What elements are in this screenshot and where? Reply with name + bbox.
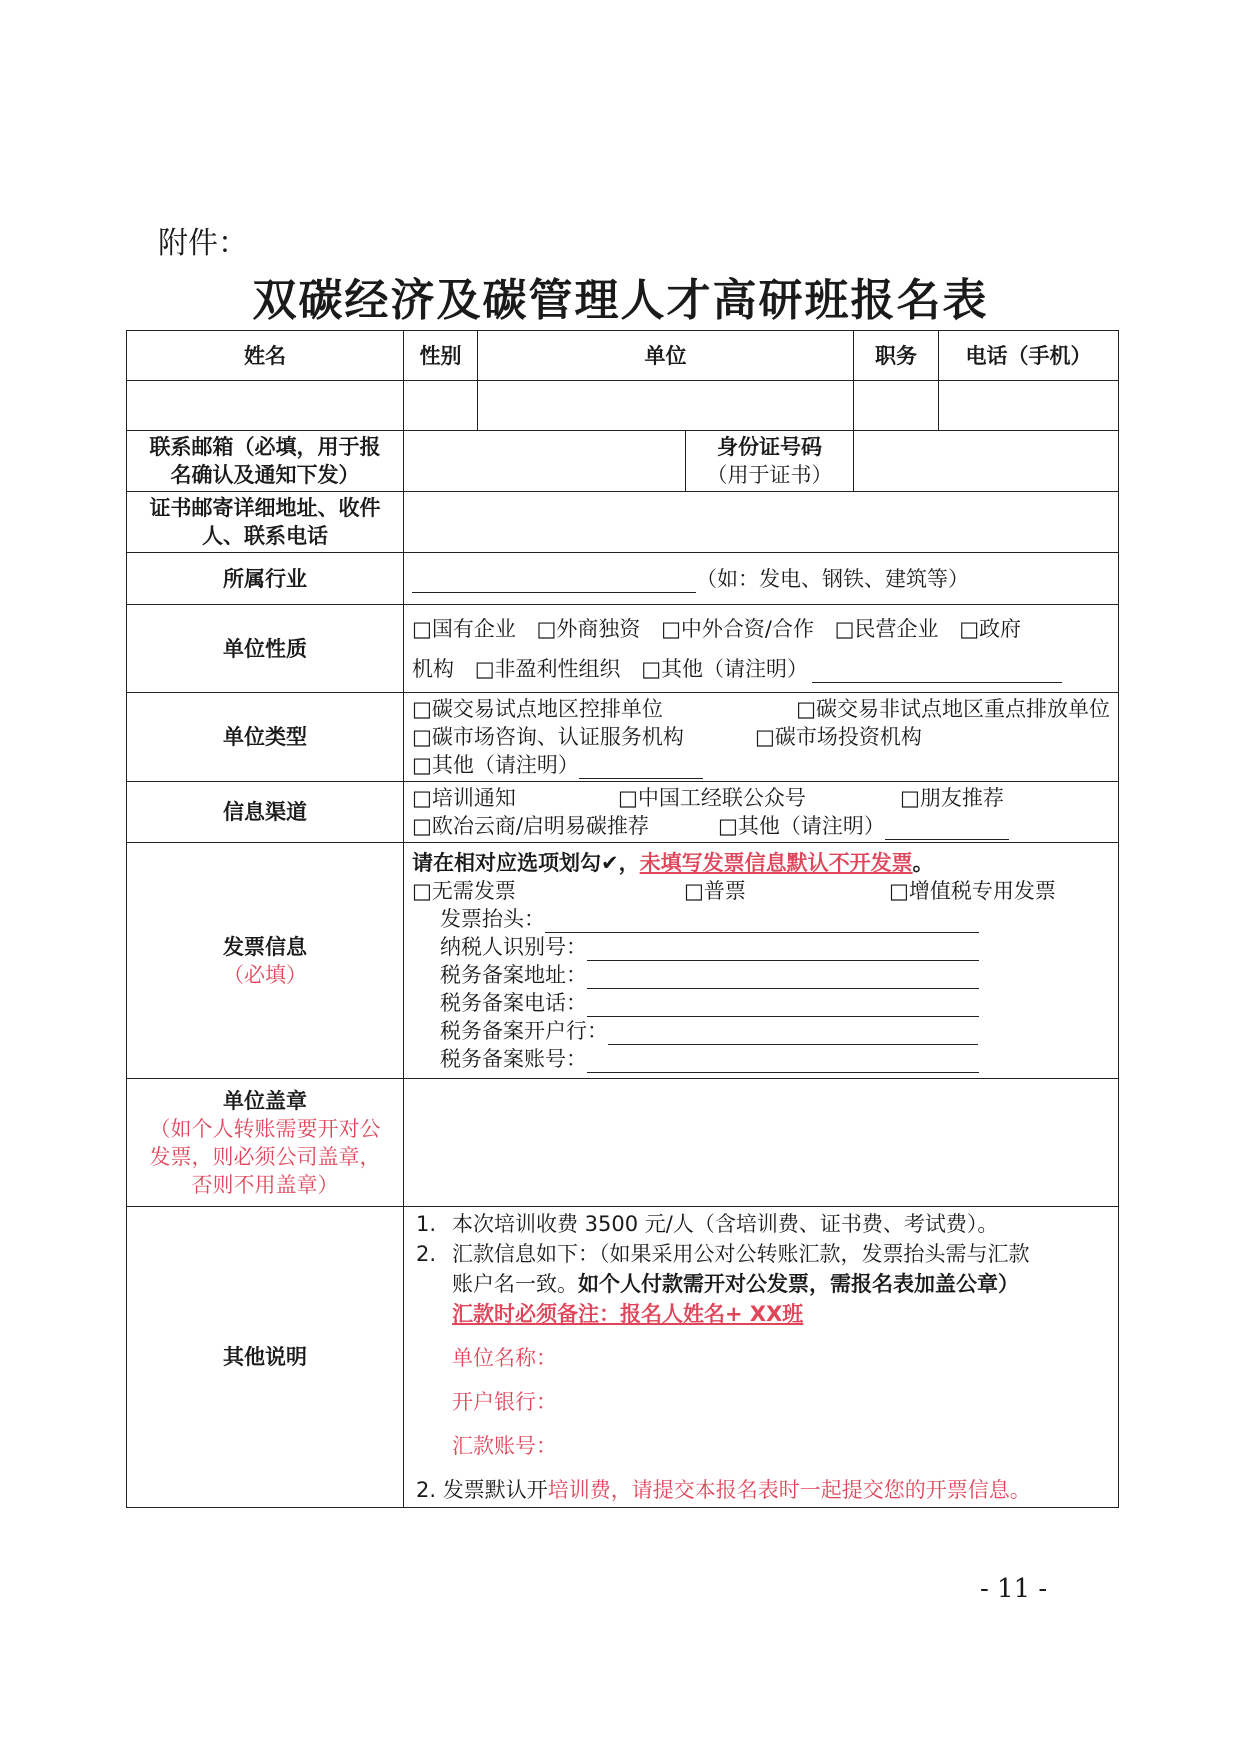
unit-cell[interactable] [478,381,854,431]
seal-row [127,1079,1119,1207]
form-title: 双碳经济及碳管理人才高研班报名表 [252,275,989,326]
note-remark: 汇款时必须备注：报名人姓名+ XX班 [452,1302,804,1326]
nature-opt-other[interactable]: □其他（请注明） [641,656,809,681]
industry-row [127,553,1119,605]
note-remit-cont: 账户名一致。如个人付款需开对公发票，需报名表加盖公章） [452,1272,1019,1296]
note-fee: 1. 本次培训收费 3500 元/人（含培训费、证书费、考试费）。 [416,1212,999,1236]
registration-form [126,330,1119,1508]
nature-opt-foreign[interactable]: □外商独资 [536,616,641,641]
position-cell[interactable] [854,381,939,431]
note-invoice-default: 2. 发票默认开培训费，请提交本报名表时一起提交您的开票信息。 [416,1478,1031,1502]
header-gender: 性别 [404,331,478,381]
header-row [127,331,1119,381]
blank-info-row [127,381,1119,431]
other-row [127,1207,1119,1508]
invoice-content [404,843,1119,1079]
nature-opt-government[interactable]: □政府 [959,616,1022,641]
note-account: 汇款账号： [452,1434,557,1458]
note-remit: 2. 汇款信息如下：（如果采用公对公转账汇款，发票抬头需与汇款 [416,1242,1030,1266]
note-bank: 开户银行： [452,1390,557,1414]
nature-opt-private[interactable]: □民营企业 [834,616,939,641]
unit-nature-label: 单位性质 [127,605,404,693]
header-name: 姓名 [127,331,404,381]
nature-opt-state[interactable]: □国有企业 [412,616,516,641]
invoice-field-taxid[interactable]: 纳税人识别号： [412,933,1110,961]
industry-label: 所属行业 [127,553,404,605]
seal-cell[interactable] [404,1079,1119,1207]
email-row [127,431,1119,492]
cert-address-cell[interactable] [404,492,1119,553]
channel-other-blank[interactable] [885,819,1009,840]
invoice-label: 发票信息 （必填） [127,843,404,1079]
channel-opt-notice[interactable]: □培训通知 [412,786,516,810]
nature-opt-government-cont: 机构 [412,656,454,681]
seal-label: 单位盖章 （如个人转账需要开对公 发票，则必须公司盖章， 否则不用盖章） [127,1079,404,1207]
invoice-instruction: 请在相对应选项划勾✔，未填写发票信息默认不开发票。 [412,850,934,875]
invoice-opt-normal[interactable]: □普票 [684,878,746,903]
phone-cell[interactable] [939,381,1119,431]
invoice-field-title[interactable]: 发票抬头： [412,905,1110,933]
email-cell[interactable] [404,431,686,492]
industry-hint: （如：发电、钢铁、建筑等） [696,566,969,591]
unit-type-row [127,693,1119,782]
industry-cell[interactable] [404,553,1119,605]
invoice-opt-none[interactable]: □无需发票 [412,878,516,903]
channel-opt-friend[interactable]: □朋友推荐 [900,786,1004,810]
info-channel-row [127,782,1119,843]
unit-type-options [404,693,1119,782]
channel-opt-other[interactable]: □其他（请注明） [718,814,885,838]
invoice-field-bank[interactable]: 税务备案开户行： [412,1017,1110,1045]
type-opt-other[interactable]: □其他（请注明） [412,753,579,777]
other-notes [404,1207,1119,1508]
type-opt-pilot[interactable]: □碳交易试点地区控排单位 [412,697,663,721]
email-label: 联系邮箱（必填，用于报 名确认及通知下发） [127,431,404,492]
id-number-cell[interactable] [854,431,1119,492]
invoice-field-address[interactable]: 税务备案地址： [412,961,1110,989]
nature-other-blank[interactable] [812,662,1062,683]
header-position: 职务 [854,331,939,381]
attachment-label: 附件： [158,226,248,261]
channel-opt-wechat[interactable]: □中国工经联公众号 [618,786,806,810]
unit-type-label: 单位类型 [127,693,404,782]
info-channel-options [404,782,1119,843]
invoice-field-account[interactable]: 税务备案账号： [412,1045,1110,1073]
industry-blank[interactable] [412,572,696,593]
invoice-field-phone[interactable]: 税务备案电话： [412,989,1110,1017]
type-opt-consulting[interactable]: □碳市场咨询、认证服务机构 [412,725,684,749]
unit-nature-options [404,605,1119,693]
note-unit-name: 单位名称： [452,1346,557,1370]
page-number: - 11 - [980,1574,1048,1604]
channel-opt-ouye[interactable]: □欧冶云商/启明易碳推荐 [412,814,649,838]
info-channel-label: 信息渠道 [127,782,404,843]
type-other-blank[interactable] [579,758,703,779]
name-cell[interactable] [127,381,404,431]
other-label: 其他说明 [127,1207,404,1508]
nature-opt-nonprofit[interactable]: □非盈利性组织 [474,656,621,681]
cert-address-label: 证书邮寄详细地址、收件 人、联系电话 [127,492,404,553]
header-unit: 单位 [478,331,854,381]
unit-nature-row [127,605,1119,693]
type-opt-investment[interactable]: □碳市场投资机构 [755,725,922,749]
cert-address-row [127,492,1119,553]
id-number-label: 身份证号码 （用于证书） [686,431,854,492]
invoice-row [127,843,1119,1079]
header-phone: 电话（手机） [939,331,1119,381]
gender-cell[interactable] [404,381,478,431]
nature-opt-joint[interactable]: □中外合资/合作 [661,616,814,641]
type-opt-nonpilot[interactable]: □碳交易非试点地区重点排放单位 [796,697,1110,721]
invoice-opt-vat[interactable]: □增值税专用发票 [889,878,1056,903]
invoice-required: （必填） [223,962,307,987]
